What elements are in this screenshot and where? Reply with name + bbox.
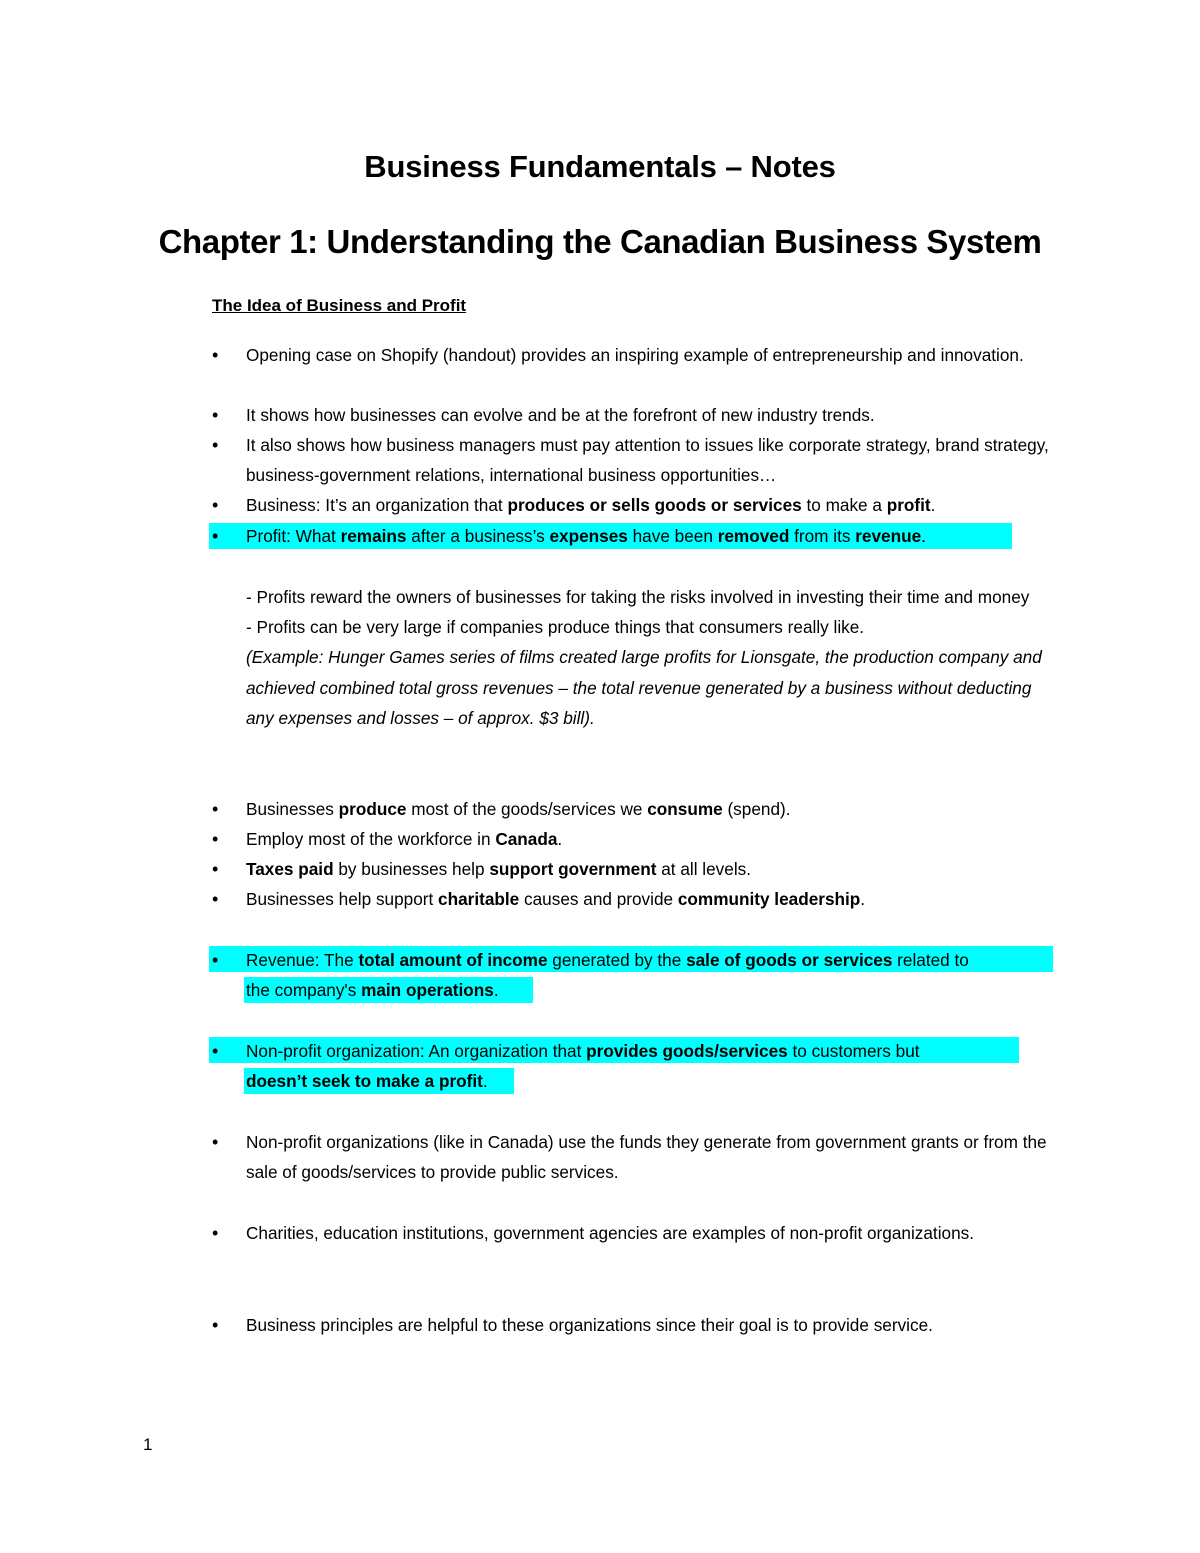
bullet-icon: • bbox=[212, 405, 219, 425]
bullet-icon: • bbox=[212, 435, 219, 455]
list-item bbox=[212, 854, 1062, 884]
non-profit-definition: Non-profit organization: An organization that provides goods/services to customers but doesn’t seek to make a profit. bbox=[246, 1041, 920, 1092]
profit-example: (Example: Hunger Games series of films created large profits for Lionsgate, the production company and achieved combined total gross revenues – the total revenue generated by a business without deducting any expenses and losses – of approx. $3 bill). bbox=[246, 647, 1042, 728]
list-item bbox=[212, 340, 1062, 370]
chapter-title: Chapter 1: Understanding the Canadian Business System bbox=[158, 223, 1042, 260]
profit-details bbox=[246, 582, 1061, 733]
bullet-icon: • bbox=[212, 859, 219, 879]
bullet-icon: • bbox=[212, 829, 219, 849]
list-item-text: Taxes paid by businesses help support government at all levels. bbox=[246, 859, 752, 879]
list-item bbox=[212, 945, 1062, 1005]
list-item bbox=[212, 430, 1062, 490]
bullet-icon: • bbox=[212, 1041, 219, 1061]
bullet-icon: • bbox=[212, 799, 219, 819]
section-heading: The Idea of Business and Profit bbox=[212, 296, 467, 315]
bullet-icon: • bbox=[212, 1132, 219, 1152]
document-title: Business Fundamentals – Notes bbox=[364, 149, 836, 184]
list-item bbox=[212, 794, 1062, 824]
list-item bbox=[212, 521, 1062, 551]
list-item-text: Business principles are helpful to these organizations since their goal is to provide service. bbox=[246, 1315, 933, 1335]
list-item-text: It shows how businesses can evolve and be at the forefront of new industry trends. bbox=[246, 405, 875, 425]
list-item-text: Charities, education institutions, government agencies are examples of non-profit organizations. bbox=[246, 1223, 975, 1243]
page-number: 1 bbox=[143, 1435, 153, 1454]
list-item-text: Businesses help support charitable causes and provide community leadership. bbox=[246, 889, 866, 909]
bullet-icon: • bbox=[212, 889, 219, 909]
list-item-text: Opening case on Shopify (handout) provides an inspiring example of entrepreneurship and innovation. bbox=[246, 345, 1024, 365]
bullet-icon: • bbox=[212, 1315, 219, 1335]
list-item bbox=[212, 824, 1062, 854]
list-item-text: Employ most of the workforce in Canada. bbox=[246, 829, 563, 849]
list-item-text: It also shows how business managers must pay attention to issues like corporate strategy, brand strategy, business-government relations, international business opportunities… bbox=[246, 435, 1049, 486]
list-item bbox=[212, 1036, 1062, 1096]
list-item bbox=[212, 490, 1062, 520]
profit-definition: Profit: What remains after a business’s expenses have been removed from its revenue. bbox=[246, 526, 926, 546]
list-item bbox=[212, 1218, 1062, 1248]
list-item bbox=[212, 884, 1062, 914]
list-item-text: Businesses produce most of the goods/services we consume (spend). bbox=[246, 799, 791, 819]
list-item bbox=[212, 1310, 1062, 1340]
bullet-icon: • bbox=[212, 526, 219, 546]
list-item bbox=[212, 400, 1062, 430]
business-definition: Business: It’s an organization that produces or sells goods or services to make a profit. bbox=[246, 495, 936, 515]
bullet-icon: • bbox=[212, 1223, 219, 1243]
list-item-text: Non-profit organizations (like in Canada) use the funds they generate from government grants or from the sale of goods/services to provide public services. bbox=[246, 1132, 1047, 1183]
revenue-definition: Revenue: The total amount of income generated by the sale of goods or services related to the company's main operations. bbox=[246, 950, 969, 1001]
bullet-icon: • bbox=[212, 950, 219, 970]
profit-detail-line: - Profits can be very large if companies produce things that consumers really like. bbox=[246, 617, 865, 638]
bullet-icon: • bbox=[212, 345, 219, 365]
profit-detail-line: - Profits reward the owners of businesses for taking the risks involved in investing their time and money bbox=[246, 587, 1030, 607]
bullet-icon: • bbox=[212, 495, 219, 515]
list-item bbox=[212, 1127, 1062, 1187]
